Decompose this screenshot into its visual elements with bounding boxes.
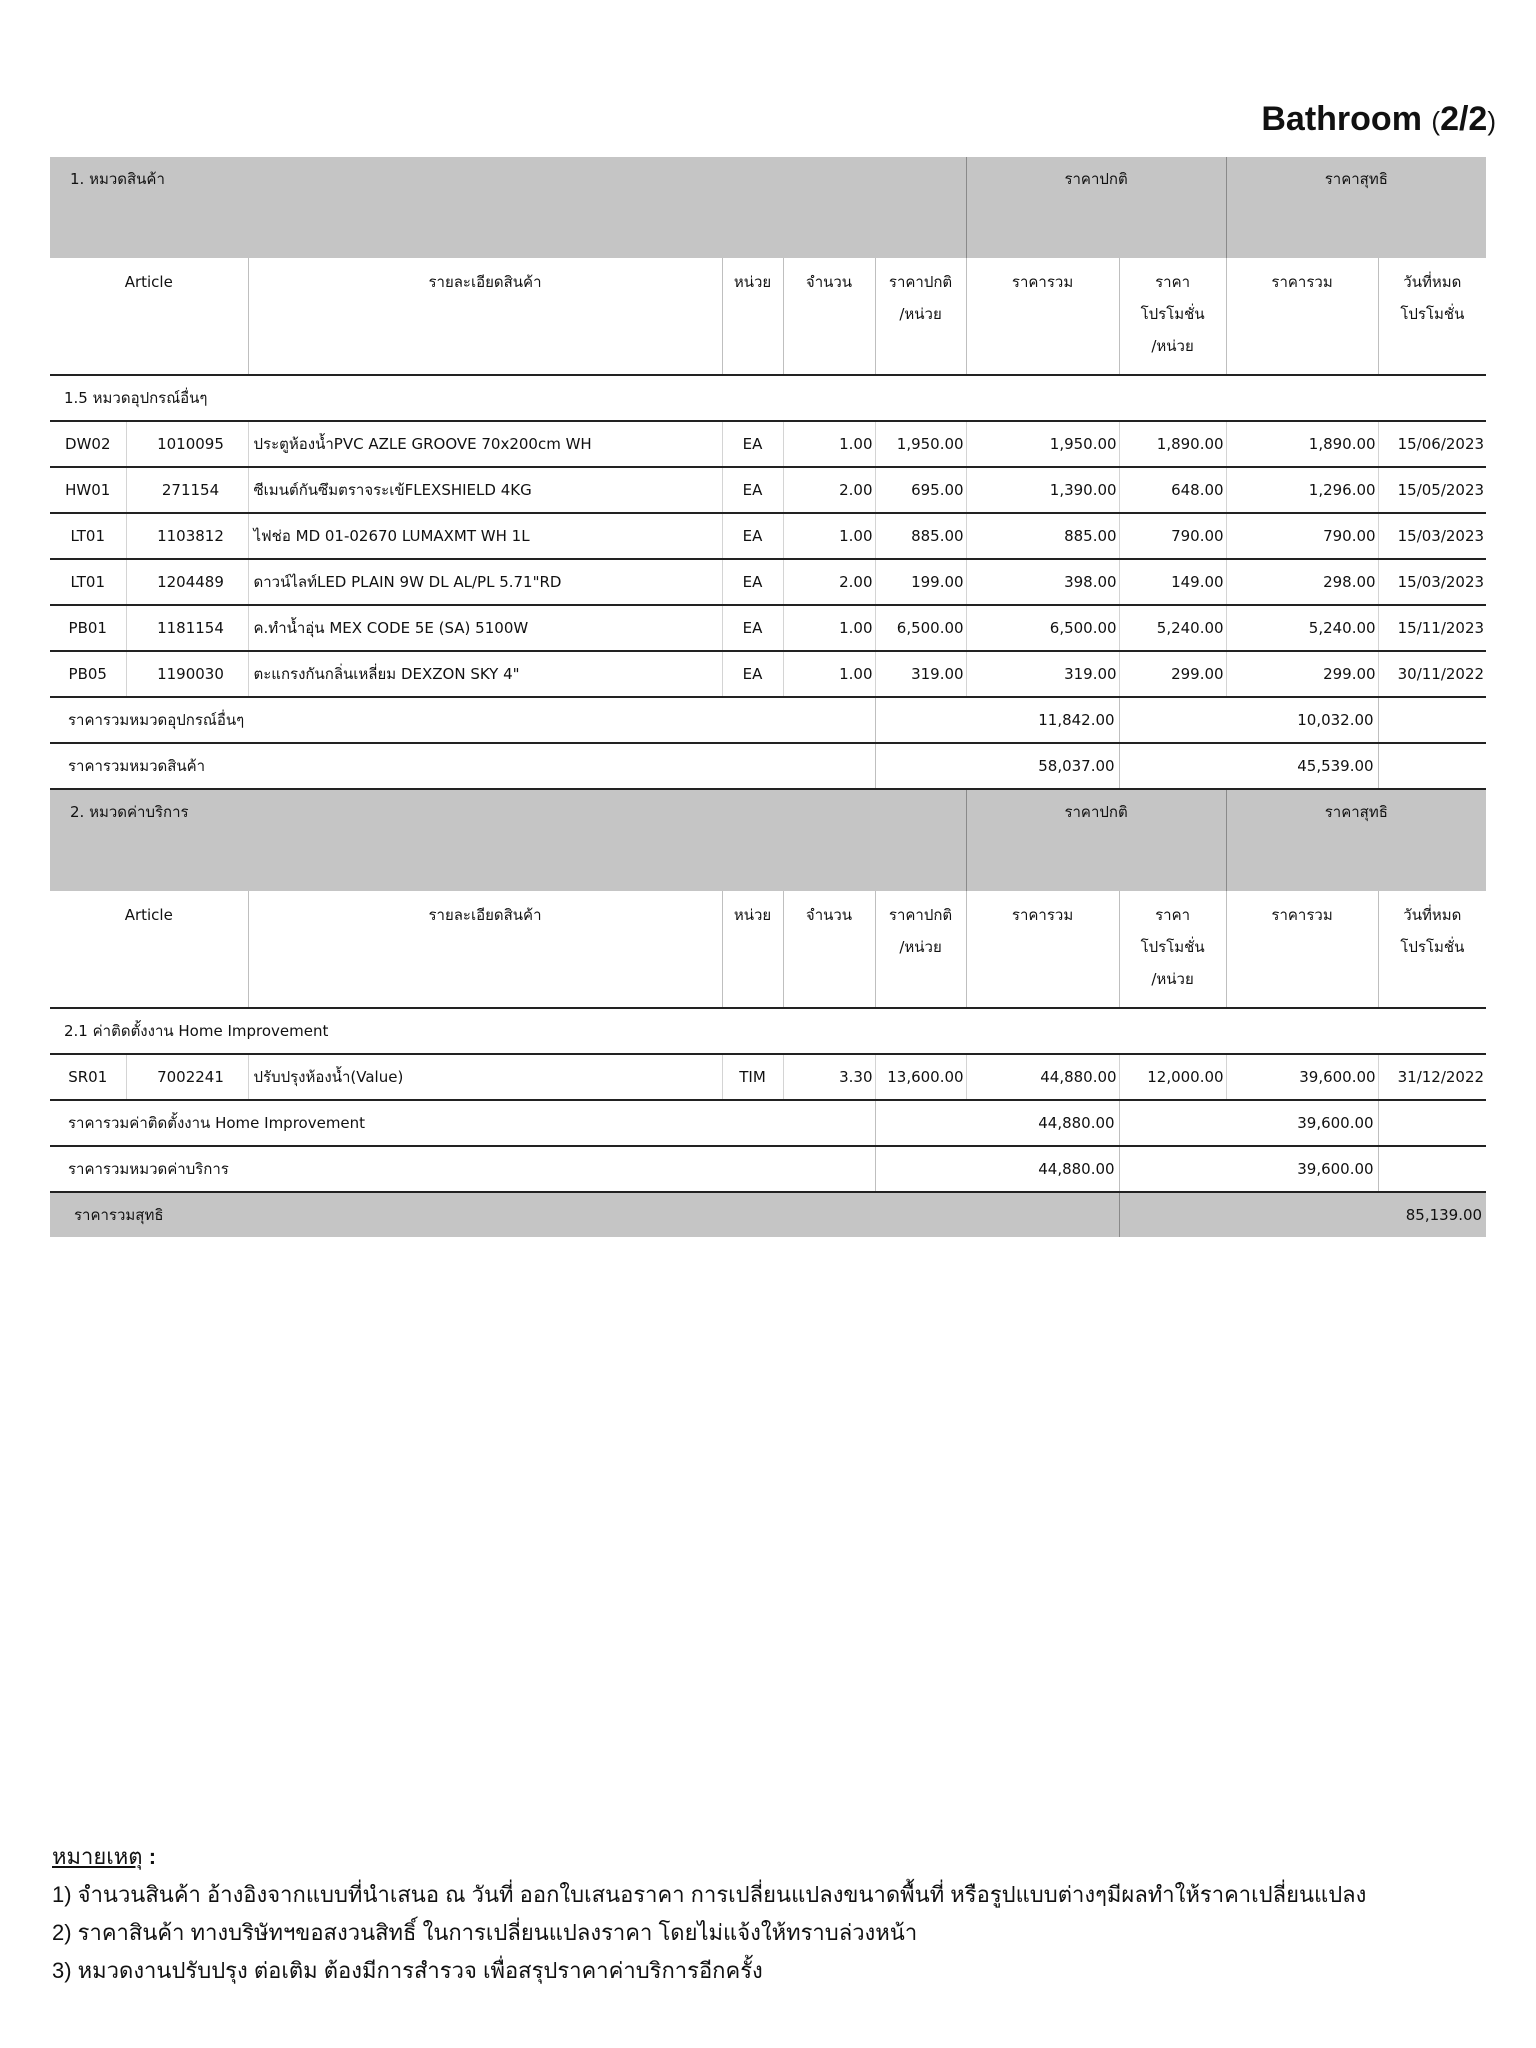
table-row — [50, 559, 1486, 605]
quotation-table-body — [50, 157, 1486, 1237]
column-header-row — [50, 891, 1486, 1008]
subsection-title: 1.5 หมวดอุปกรณ์อื่นๆ — [50, 375, 1486, 421]
item-promo-total: 299.00 — [1226, 651, 1378, 697]
item-promo-end: 15/03/2023 — [1378, 559, 1486, 605]
item-qty: 1.00 — [783, 651, 875, 697]
category-total-row-normal: 58,037.00 — [875, 743, 1119, 789]
subtotal-row — [50, 697, 1486, 743]
page-number: 2/2 — [1440, 100, 1488, 138]
col-promo-end-line: วันที่หมด — [1403, 906, 1462, 924]
subtotal-row-label: ราคารวมค่าติดตั้งงาน Home Improvement — [50, 1100, 875, 1146]
item-article: 1010095 — [126, 421, 248, 467]
subtotal-row-normal: 11,842.00 — [875, 697, 1119, 743]
category-total-row — [50, 1146, 1486, 1192]
item-article: 1103812 — [126, 513, 248, 559]
table-row — [50, 1054, 1486, 1100]
col-unit: หน่วย — [722, 891, 783, 1008]
subtotal-row-label: ราคารวมหมวดอุปกรณ์อื่นๆ — [50, 697, 875, 743]
note-line: 1) จำนวนสินค้า อ้างอิงจากแบบที่นำเสนอ ณ วันที่ ออกใบเสนอราคา การเปลี่ยนแปลงขนาดพื้นที่ หรือรูปแบบต่างๆมีผลทำให้ราคาเปลี่ยนแปลง — [52, 1882, 1367, 1907]
item-promo-end: 15/03/2023 — [1378, 513, 1486, 559]
col-promo-total: ราคารวม — [1226, 891, 1378, 1008]
subsection-row — [50, 1008, 1486, 1054]
col-promo-price-line: /หน่วย — [1151, 970, 1194, 988]
item-unit: EA — [722, 651, 783, 697]
subtotal-row-net: 10,032.00 — [1119, 697, 1378, 743]
notes — [52, 1838, 1492, 1990]
table-row — [50, 605, 1486, 651]
item-unit: EA — [722, 513, 783, 559]
col-unit-price-line: ราคาปกติ — [888, 906, 953, 924]
item-promo-total: 790.00 — [1226, 513, 1378, 559]
col-promo-price-line: ราคา — [1155, 273, 1191, 291]
item-total: 885.00 — [966, 513, 1119, 559]
item-promo-price: 648.00 — [1119, 467, 1226, 513]
item-unit-price: 6,500.00 — [875, 605, 966, 651]
item-qty: 2.00 — [783, 467, 875, 513]
item-total: 398.00 — [966, 559, 1119, 605]
col-unit-price-line: ราคาปกติ — [888, 273, 953, 291]
item-promo-price: 1,890.00 — [1119, 421, 1226, 467]
item-article: 1204489 — [126, 559, 248, 605]
col-promo-end-line: วันที่หมด — [1403, 273, 1462, 291]
col-promo-price-line: โปรโมชั่น — [1140, 938, 1205, 956]
item-qty: 1.00 — [783, 605, 875, 651]
item-description: ไฟช่อ MD 01-02670 LUMAXMT WH 1L — [248, 513, 722, 559]
item-promo-price: 790.00 — [1119, 513, 1226, 559]
item-total: 6,500.00 — [966, 605, 1119, 651]
subsection-title: 2.1 ค่าติดตั้งงาน Home Improvement — [50, 1008, 1486, 1054]
notes-heading: หมายเหตุ — [52, 1844, 143, 1869]
item-unit-price: 13,600.00 — [875, 1054, 966, 1100]
item-unit-price: 1,950.00 — [875, 421, 966, 467]
col-promo-price — [1119, 258, 1226, 375]
col-unit-price — [875, 258, 966, 375]
item-promo-total: 5,240.00 — [1226, 605, 1378, 651]
col-promo-end — [1378, 258, 1486, 375]
item-description: ซีเมนต์กันซึมตราจระเข้FLEXSHIELD 4KG — [248, 467, 722, 513]
item-promo-total: 298.00 — [1226, 559, 1378, 605]
item-code: PB05 — [50, 651, 126, 697]
subtotal-row-normal: 44,880.00 — [875, 1100, 1119, 1146]
page-title-text: Bathroom — [1261, 100, 1422, 138]
item-promo-price: 5,240.00 — [1119, 605, 1226, 651]
section-header-row — [50, 157, 1486, 258]
grand-total-label: ราคารวมสุทธิ — [50, 1192, 1119, 1237]
col-unit-price — [875, 891, 966, 1008]
section-header-row — [50, 789, 1486, 891]
col-total: ราคารวม — [966, 891, 1119, 1008]
subtotal-row — [50, 1100, 1486, 1146]
col-promo-price-line: ราคา — [1155, 906, 1191, 924]
subtotal-row-net: 39,600.00 — [1119, 1100, 1378, 1146]
item-code: PB01 — [50, 605, 126, 651]
item-unit-price: 199.00 — [875, 559, 966, 605]
normal-price-heading: ราคาปกติ — [966, 789, 1226, 891]
item-promo-price: 149.00 — [1119, 559, 1226, 605]
category-total-row — [50, 743, 1486, 789]
subtotal-row-blank — [1378, 1100, 1486, 1146]
col-promo-end-line: โปรโมชั่น — [1400, 305, 1465, 323]
item-qty: 2.00 — [783, 559, 875, 605]
item-code: HW01 — [50, 467, 126, 513]
item-promo-end: 30/11/2022 — [1378, 651, 1486, 697]
item-description: ดาวน์ไลท์LED PLAIN 9W DL AL/PL 5.71"RD — [248, 559, 722, 605]
col-unit: หน่วย — [722, 258, 783, 375]
item-code: SR01 — [50, 1054, 126, 1100]
notes-heading-line — [52, 1838, 1492, 1876]
col-promo-end-line: โปรโมชั่น — [1400, 938, 1465, 956]
item-promo-total: 1,296.00 — [1226, 467, 1378, 513]
category-total-row-net: 39,600.00 — [1119, 1146, 1378, 1192]
item-qty: 3.30 — [783, 1054, 875, 1100]
grand-total-row — [50, 1192, 1486, 1237]
item-unit: TIM — [722, 1054, 783, 1100]
section-title: 2. หมวดค่าบริการ — [50, 789, 966, 891]
table-row — [50, 421, 1486, 467]
item-promo-price: 12,000.00 — [1119, 1054, 1226, 1100]
category-total-row-blank — [1378, 1146, 1486, 1192]
item-unit: EA — [722, 559, 783, 605]
category-total-row-label: ราคารวมหมวดค่าบริการ — [50, 1146, 875, 1192]
col-total: ราคารวม — [966, 258, 1119, 375]
item-description: ค.ทำน้ำอุ่น MEX CODE 5E (SA) 5100W — [248, 605, 722, 651]
item-total: 1,950.00 — [966, 421, 1119, 467]
grand-total-value: 85,139.00 — [1119, 1192, 1486, 1237]
paren-close: ) — [1487, 106, 1496, 136]
column-header-row — [50, 258, 1486, 375]
col-unit-price-line: /หน่วย — [899, 938, 942, 956]
col-promo-price-line: โปรโมชั่น — [1140, 305, 1205, 323]
item-code: LT01 — [50, 513, 126, 559]
subsection-row — [50, 375, 1486, 421]
item-description: ประตูห้องน้ำPVC AZLE GROOVE 70x200cm WH — [248, 421, 722, 467]
item-unit: EA — [722, 605, 783, 651]
item-description: ปรับปรุงห้องน้ำ(Value) — [248, 1054, 722, 1100]
section-title: 1. หมวดสินค้า — [50, 157, 966, 258]
item-promo-price: 299.00 — [1119, 651, 1226, 697]
category-total-row-net: 45,539.00 — [1119, 743, 1378, 789]
table-row — [50, 513, 1486, 559]
col-promo-total: ราคารวม — [1226, 258, 1378, 375]
normal-price-heading: ราคาปกติ — [966, 157, 1226, 258]
item-code: LT01 — [50, 559, 126, 605]
col-article: Article — [50, 258, 248, 375]
col-unit-price-line: /หน่วย — [899, 305, 942, 323]
item-promo-end: 15/06/2023 — [1378, 421, 1486, 467]
notes-colon: : — [148, 1844, 157, 1869]
col-qty: จำนวน — [783, 891, 875, 1008]
col-article: Article — [50, 891, 248, 1008]
item-code: DW02 — [50, 421, 126, 467]
net-price-heading: ราคาสุทธิ — [1226, 789, 1486, 891]
item-qty: 1.00 — [783, 421, 875, 467]
item-unit: EA — [722, 467, 783, 513]
item-article: 7002241 — [126, 1054, 248, 1100]
note-line: 2) ราคาสินค้า ทางบริษัทฯขอสงวนสิทธิ์ ในการเปลี่ยนแปลงราคา โดยไม่แจ้งให้ทราบล่วงหน้า — [52, 1920, 918, 1945]
paren-open: ( — [1431, 106, 1441, 136]
category-total-row-blank — [1378, 743, 1486, 789]
item-article: 1190030 — [126, 651, 248, 697]
item-unit-price: 319.00 — [875, 651, 966, 697]
item-unit-price: 695.00 — [875, 467, 966, 513]
item-promo-end: 15/05/2023 — [1378, 467, 1486, 513]
item-unit: EA — [722, 421, 783, 467]
item-unit-price: 885.00 — [875, 513, 966, 559]
note-line: 3) หมวดงานปรับปรุง ต่อเติม ต้องมีการสำรวจ เพื่อสรุปราคาค่าบริการอีกครั้ง — [52, 1958, 763, 1983]
table-row — [50, 651, 1486, 697]
quotation-table — [50, 157, 1486, 1237]
col-promo-price — [1119, 891, 1226, 1008]
item-promo-end: 15/11/2023 — [1378, 605, 1486, 651]
subtotal-row-blank — [1378, 697, 1486, 743]
page-title — [1261, 100, 1496, 139]
item-total: 44,880.00 — [966, 1054, 1119, 1100]
col-description: รายละเอียดสินค้า — [248, 258, 722, 375]
item-article: 1181154 — [126, 605, 248, 651]
table-row — [50, 467, 1486, 513]
net-price-heading: ราคาสุทธิ — [1226, 157, 1486, 258]
col-qty: จำนวน — [783, 258, 875, 375]
item-article: 271154 — [126, 467, 248, 513]
item-description: ตะแกรงกันกลิ่นเหลี่ยม DEXZON SKY 4" — [248, 651, 722, 697]
col-promo-price-line: /หน่วย — [1151, 337, 1194, 355]
item-qty: 1.00 — [783, 513, 875, 559]
item-total: 1,390.00 — [966, 467, 1119, 513]
category-total-row-label: ราคารวมหมวดสินค้า — [50, 743, 875, 789]
col-description: รายละเอียดสินค้า — [248, 891, 722, 1008]
item-total: 319.00 — [966, 651, 1119, 697]
item-promo-total: 1,890.00 — [1226, 421, 1378, 467]
col-promo-end — [1378, 891, 1486, 1008]
item-promo-total: 39,600.00 — [1226, 1054, 1378, 1100]
item-promo-end: 31/12/2022 — [1378, 1054, 1486, 1100]
category-total-row-normal: 44,880.00 — [875, 1146, 1119, 1192]
